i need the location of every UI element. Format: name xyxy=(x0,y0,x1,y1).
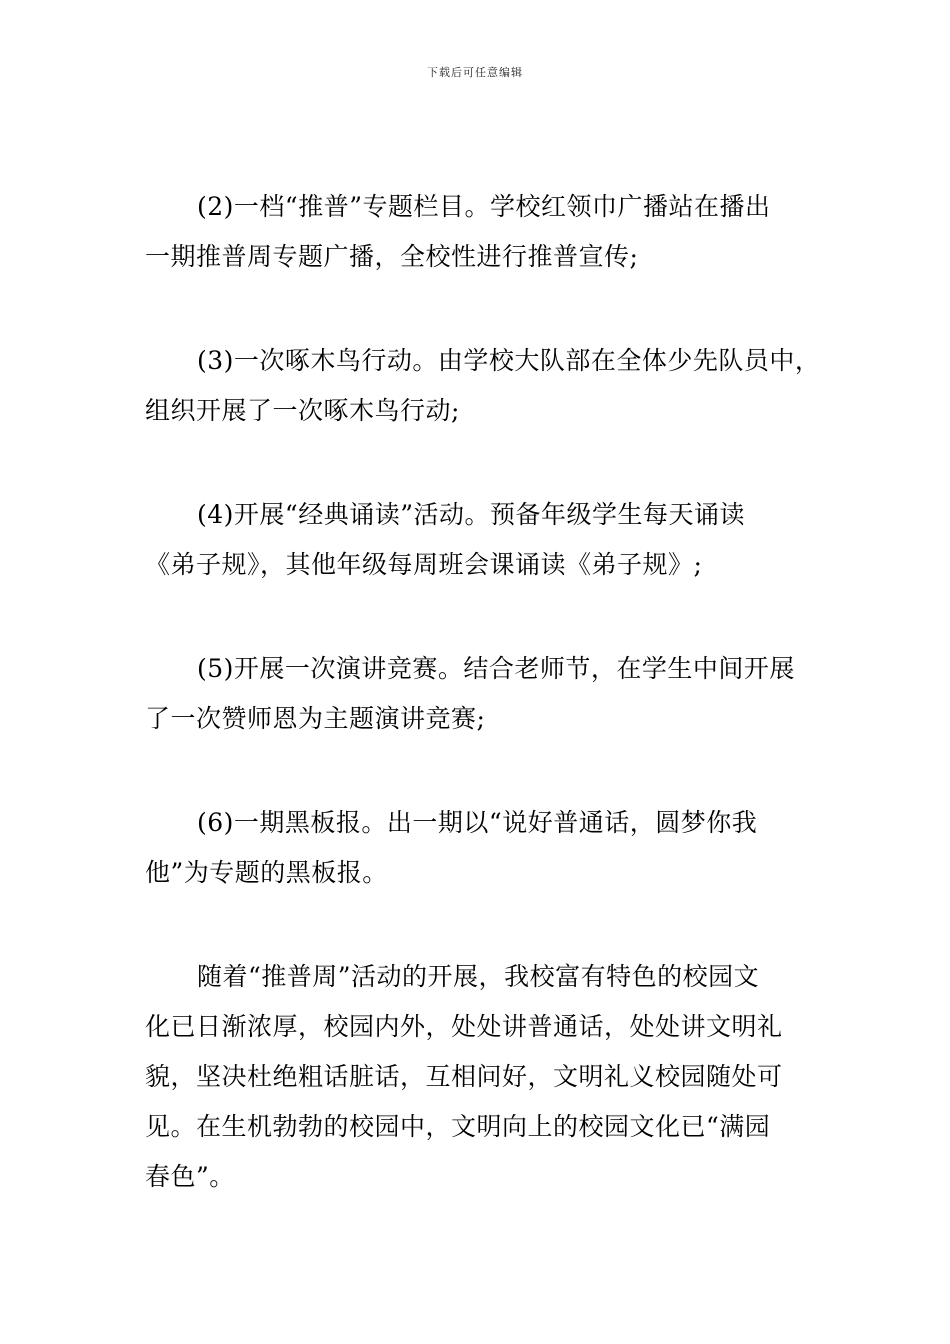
paragraph-line: (5)开展一次演讲竞赛。结合老师节，在学生中间开展 xyxy=(197,654,795,683)
paragraph-item-3 xyxy=(145,336,821,436)
paragraph-line: 他”为专题的黑板报。 xyxy=(145,858,388,887)
paragraph-line: (3)一次啄木鸟行动。由学校大队部在全体少先队员中， xyxy=(197,346,821,375)
paragraph-line: 组织开展了一次啄木鸟行动; xyxy=(145,396,460,425)
paragraph-line: (4)开展“经典诵读”活动。预备年级学生每天诵读 xyxy=(197,500,745,529)
paragraph-line: (6)一期黑板报。出一期以“说好普通话，圆梦你我 xyxy=(197,808,758,837)
paragraph-line: 了一次赞师恩为主题演讲竞赛; xyxy=(145,704,486,733)
paragraph-item-6 xyxy=(145,798,810,898)
paragraph-summary xyxy=(145,952,810,1202)
paragraph-item-4 xyxy=(145,490,810,590)
paragraph-line: 一期推普周专题广播，全校性进行推普宣传; xyxy=(145,242,639,271)
paragraph-line: 《弟子规》，其他年级每周班会课诵读《弟子规》; xyxy=(145,550,703,579)
paragraph-item-5 xyxy=(145,644,810,744)
paragraph-line: 春色”。 xyxy=(145,1162,235,1191)
paragraph-line: 随着“推普周”活动的开展，我校富有特色的校园文 xyxy=(197,962,760,991)
page-header: 下载后可任意编辑 xyxy=(427,66,523,79)
document-body xyxy=(145,182,821,1256)
paragraph-line: 见。在生机勃勃的校园中，文明向上的校园文化已“满园 xyxy=(145,1112,771,1141)
paragraph-line: (2)一档“推普”专题栏目。学校红领巾广播站在播出 xyxy=(197,192,771,221)
paragraph-line: 貌，坚决杜绝粗话脏话，互相问好，文明礼义校园随处可 xyxy=(145,1062,783,1091)
paragraph-item-2 xyxy=(145,182,810,282)
paragraph-line: 化已日渐浓厚，校园内外，处处讲普通话，处处讲文明礼 xyxy=(145,1012,783,1041)
